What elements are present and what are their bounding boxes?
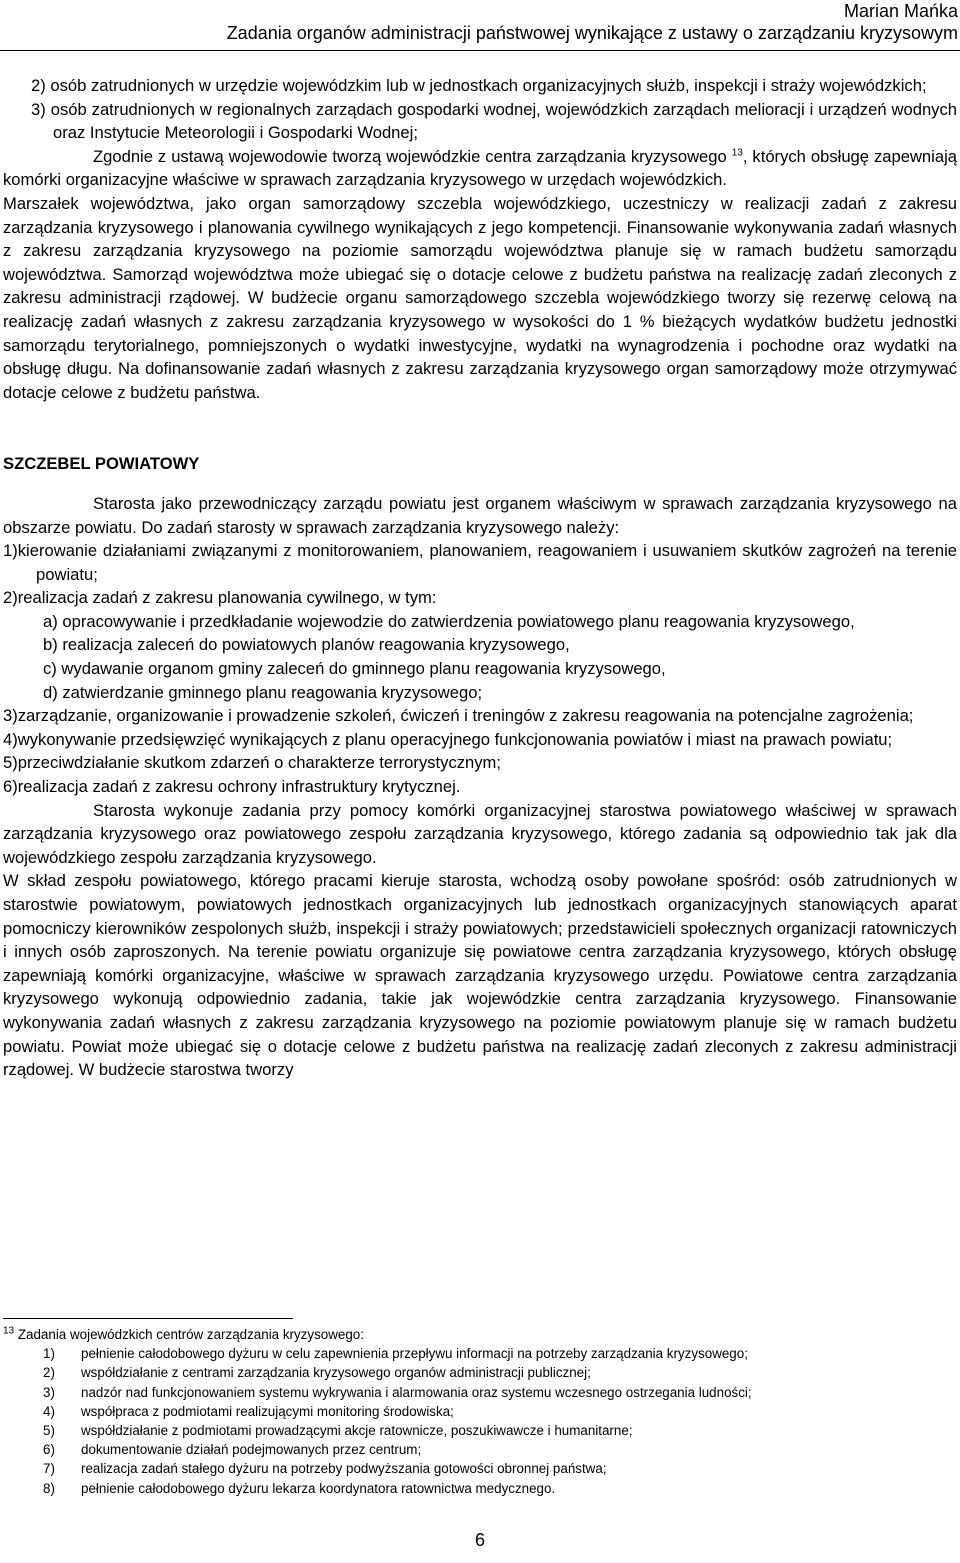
task-item: 3)zarządzanie, organizowanie i prowadzenie szkoleń, ćwiczeń i treningów z zakresu reagowania na potencjalne zagrożenia;	[3, 706, 914, 726]
footnote-item	[3, 1479, 957, 1498]
footnote-divider	[3, 1318, 293, 1319]
footnote-item-text: realizacja zadań stałego dyżuru na potrzeby podwyższania gotowości obronnej państwa;	[81, 1461, 607, 1477]
section-heading: SZCZEBEL POWIATOWY	[3, 454, 200, 474]
page-number: 6	[474, 1530, 485, 1550]
paragraph-starosta-intro: Starosta jako przewodniczący zarządu powiatu jest organem właściwym w sprawach zarządzania kryzysowego na obszarze powiatu. Do zadań starosty w sprawach zarządzania kryzysowego należy:	[3, 493, 957, 537]
footnote-item	[3, 1402, 957, 1421]
task-item: 6)realizacja zadań z zakresu ochrony infrastruktury krytycznej.	[3, 777, 461, 797]
footnote-item-text: pełnienie całodobowego dyżuru lekarza koordynatora ratownictwa medycznego.	[81, 1480, 556, 1496]
footnote-item	[3, 1459, 957, 1478]
footnote-item	[3, 1421, 957, 1440]
footnote-item	[3, 1363, 957, 1382]
main-text	[3, 74, 957, 1082]
task-item: 1)kierowanie działaniami związanymi z monitorowaniem, planowaniem, reagowaniem i usuwaniem skutków zagrożeń na terenie powiatu;	[3, 541, 957, 584]
list-item: 2) osób zatrudnionych w urzędzie wojewódzkim lub w jednostkach organizacyjnych służb, inspekcji i straży wojewódzkich;	[31, 76, 927, 95]
running-header	[0, 0, 958, 44]
paragraph-text: , których obsługę zapewniają komórki organizacyjne właściwe w sprawach zarządzania kryzysowego w urzędach wojewódzkich.	[3, 146, 957, 190]
footnote-item-number: 5)	[43, 1423, 55, 1439]
header-title: Zadania organów administracji państwowej wynikające z ustawy o zarządzaniu kryzysowym	[226, 23, 958, 43]
task-item: 4)wykonywanie przedsięwzięć wynikających z planu operacyjnego funkcjonowania powiatów i miast na prawach powiatu;	[3, 729, 893, 749]
footnote-item-text: współdziałanie z podmiotami prowadzącymi akcje ratownicze, poszukiwawcze i humanitarne;	[81, 1423, 633, 1439]
footnote-item-text: pełnienie całodobowego dyżuru w celu zapewnienia przepływu informacji na potrzeby zarządzania kryzysowego;	[81, 1346, 748, 1362]
paragraph-centra	[3, 145, 957, 192]
footnote-item-text: dokumentowanie działań podejmowanych przez centrum;	[81, 1442, 422, 1458]
footnote-item-number: 4)	[43, 1403, 55, 1419]
paragraph-text: Zgodnie z ustawą wojewodowie tworzą wojewódzkie centra zarządzania kryzysowego	[93, 146, 727, 166]
subtask-item: d) zatwierdzanie gminnego planu reagowania kryzysowego;	[43, 682, 483, 702]
header-divider	[0, 50, 960, 51]
footnote-item-number: 2)	[43, 1365, 55, 1381]
footnote-ref[interactable]: 13	[731, 147, 743, 159]
footnote-item	[3, 1440, 957, 1459]
subtask-item: c) wydawanie organom gminy zaleceń do gminnego planu reagowania kryzysowego,	[43, 659, 666, 679]
footnote-item-number: 1)	[43, 1346, 55, 1362]
task-item: 5)przeciwdziałanie skutkom zdarzeń o charakterze terrorystycznym;	[3, 753, 501, 773]
footnote-item-number: 6)	[43, 1442, 55, 1458]
paragraph-marszalek: Marszałek województwa, jako organ samorządowy szczebla wojewódzkiego, uczestniczy w realizacji zadań z zakresu zarządzania kryzysowego i planowania cywilnego wynikających z jego kompetencji. Finansowanie wykonywania zadań własnych z zakresu zarządzania kryzysowego na poziomie samorządu województwa planuje się w ramach budżetu samorządu województwa. Samorząd województwa może ubiegać się o dotacje celowe z budżetu państwa na realizację zadań zleconych z zakresu administracji rządowej. W budżecie organu samorządowego szczebla wojewódzkiego tworzy się rezerwę celową na realizację zadań własnych z zakresu zarządzania kryzysowego w wysokości do 1 % bieżących wydatków budżetu jednostki samorządu terytorialnego, pomniejszonych o wydatki inwestycyjne, wydatki na wynagrodzenia i pochodne oraz wydatki na obsługę długu. Na dofinansowanie zadań własnych z zakresu zarządzania kryzysowego organ samorządowy może otrzymywać dotacje celowe z budżetu państwa.	[3, 193, 957, 402]
subtask-item: a) opracowywanie i przedkładanie wojewodzie do zatwierdzenia powiatowego planu reagowania kryzysowego,	[43, 611, 855, 631]
list-item: 3) osób zatrudnionych w regionalnych zarządach gospodarki wodnej, wojewódzkich zarządach melioracji i urządzeń wodnych oraz Instytucie Meteorologii i Gospodarki Wodnej;	[31, 99, 957, 143]
footnote-item	[3, 1344, 957, 1363]
footnote-item-text: współdziałanie z centrami zarządzania kryzysowego organów administracji publicznej;	[81, 1365, 591, 1381]
footnote-number: 13	[3, 1325, 15, 1337]
footnote-item-text: nadzór nad funkcjonowaniem systemu wykrywania i alarmowania oraz systemu wczesnego ostrzegania ludności;	[81, 1384, 752, 1400]
header-author: Marian Mańka	[843, 1, 958, 21]
footnote-title-text: Zadania wojewódzkich centrów zarządzania kryzysowego:	[17, 1327, 364, 1342]
paragraph-sklad: W skład zespołu powiatowego, którego pracami kieruje starosta, wchodzą osoby powołane spośród: osób zatrudnionych w starostwie powiatowym, powiatowych jednostkach organizacyjnych lub jednostkach organizacyjnych stanowiących aparat pomocniczy kierowników zespolonych służb, inspekcji i straży powiatowych; przedstawicieli społecznych organizacji ratowniczych i innych osób zaproszonych. Na terenie powiatu organizuje się powiatowe centra zarządzania kryzysowego, których obsługę zapewniają komórki organizacyjne, właściwe w sprawach zarządzania kryzysowego urzędu. Powiatowe centra zarządzania kryzysowego wykonują odpowiednio zadania, takie jak wojewódzkie centra zarządzania kryzysowego. Finansowanie wykonywania zadań własnych z zakresu zarządzania kryzysowego na poziomie powiatowym planuje się w ramach budżetu powiatu. Powiat może ubiegać się o dotacje celowe z budżetu państwa na realizację zadań zleconych z zakresu administracji rządowej. W budżecie starostwa tworzy	[3, 871, 957, 1080]
footnote-item-number: 8)	[43, 1480, 55, 1496]
footnote-item-number: 7)	[43, 1461, 55, 1477]
footnote-item	[3, 1383, 957, 1402]
footnote-title	[3, 1325, 957, 1344]
footnote-item-number: 3)	[43, 1384, 55, 1400]
paragraph-starosta-wykonuje: Starosta wykonuje zadania przy pomocy komórki organizacyjnej starostwa powiatowego właściwej w sprawach zarządzania kryzysowego oraz powiatowego zespołu zarządzania kryzysowego, którego zadania są odpowiednio tak jak dla wojewódzkiego zespołu zarządzania kryzysowego.	[3, 800, 957, 867]
footnotes	[3, 1318, 957, 1498]
task-item: 2)realizacja zadań z zakresu planowania cywilnego, w tym:	[3, 588, 437, 608]
footnote-item-text: współpraca z podmiotami realizującymi monitoring środowiska;	[81, 1403, 454, 1419]
subtask-item: b) realizacja zaleceń do powiatowych planów reagowania kryzysowego,	[43, 635, 570, 655]
